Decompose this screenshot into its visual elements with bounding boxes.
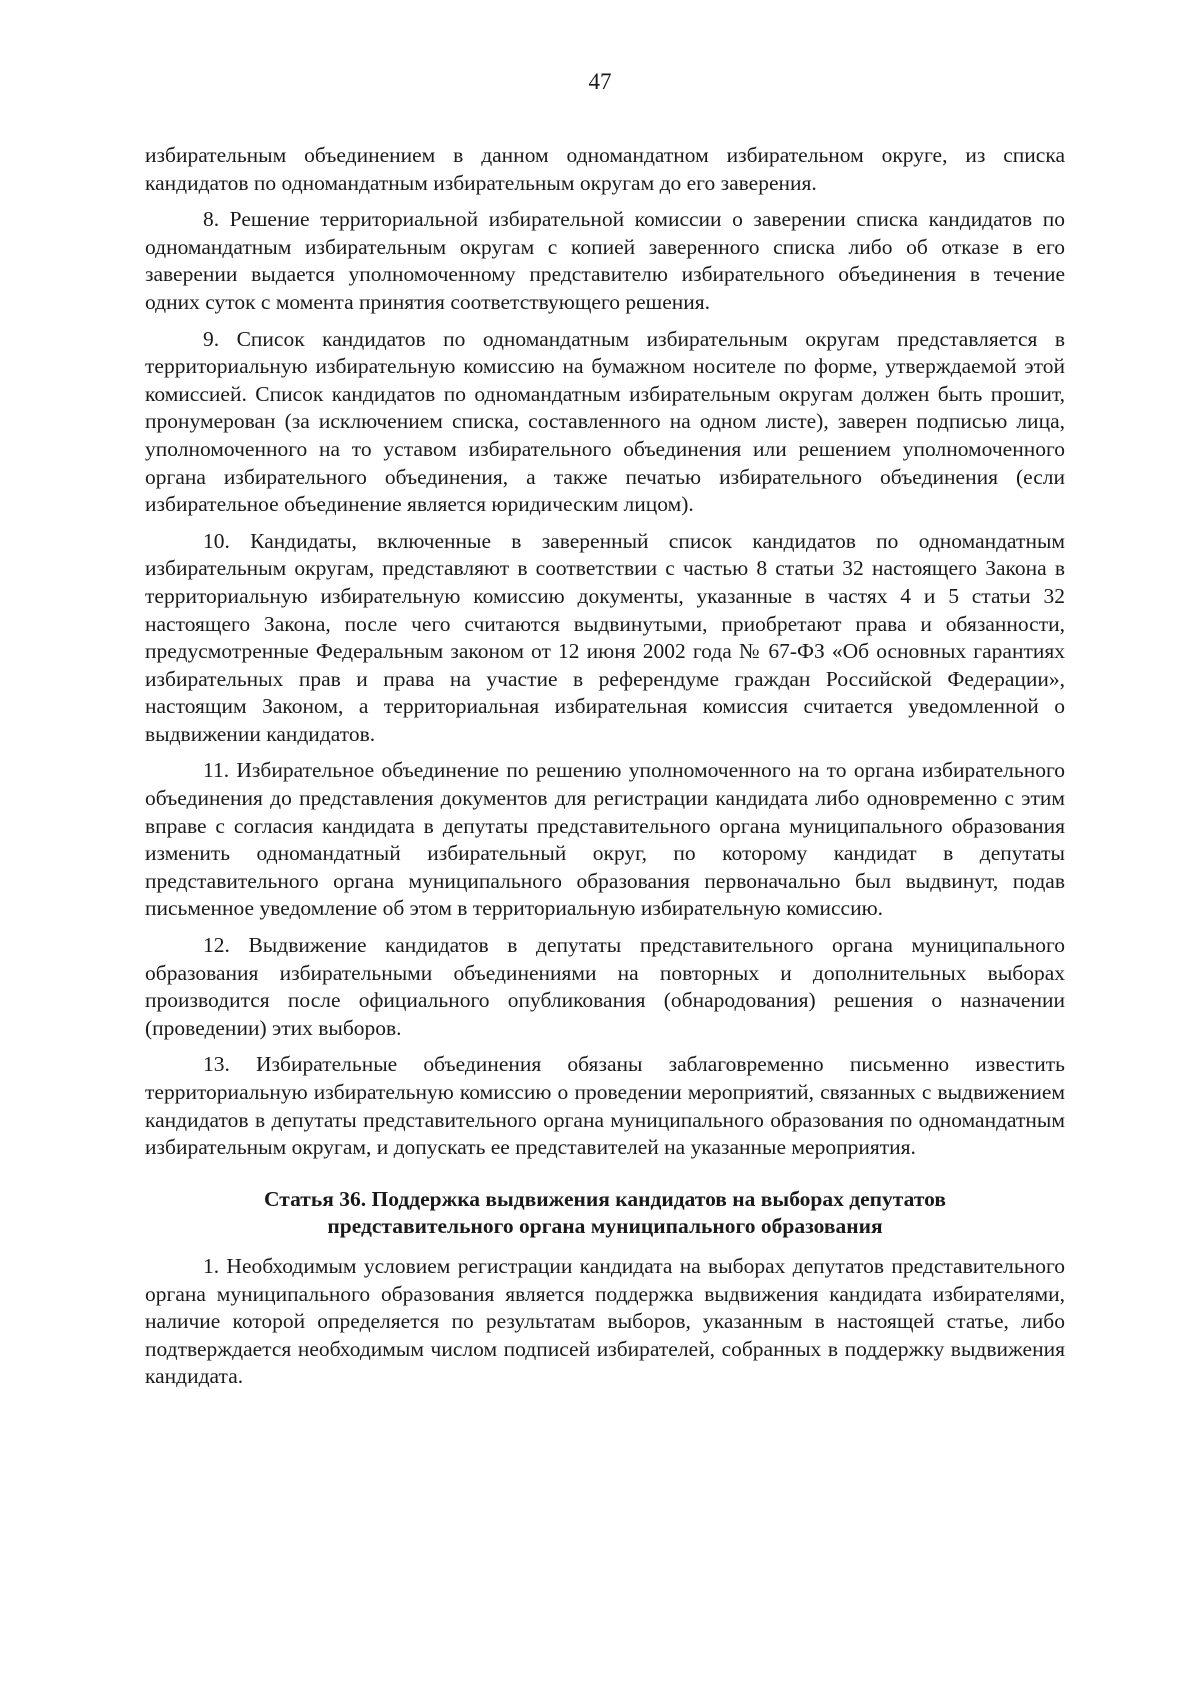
paragraph-item-10: 10. Кандидаты, включенные в заверенный список кандидатов по одномандатным избирательным округам, представляют в соответствии с частью 8 статьи 32 настоящего Закона в территориальную избирательную комиссию документы, указанные в частях 4 и 5 статьи 32 настоящего Закона, после чего считаются выдвинутыми, приобретают права и обязанности, предусмотренные Федеральным законом от 12 июня 2002 года № 67-ФЗ «Об основных гарантиях избирательных прав и права на участие в референдуме граждан Российской Федерации», настоящим Законом, а территориальная избирательная комиссия считается уведомленной о выдвижении кандидатов. bbox=[145, 528, 1065, 746]
article-heading-line-2: представительного органа муниципального образования bbox=[327, 1214, 883, 1239]
page-number: 47 bbox=[588, 69, 612, 94]
paragraph-item-11: 11. Избирательное объединение по решению уполномоченного на то органа избирательного объединения до представления документов для регистрации кандидата либо одновременно с этим вправе с согласия кандидата в депутаты представительного органа муниципального образования изменить одномандатный избирательный округ, по которому кандидат в депутаты представительного органа муниципального образования первоначально был выдвинут, подав письменное уведомление об этом в территориальную избирательную комиссию. bbox=[145, 758, 1065, 921]
article-heading bbox=[145, 1186, 1065, 1241]
article-heading-line-1: Статья 36. Поддержка выдвижения кандидатов на выборах депутатов bbox=[264, 1186, 946, 1211]
paragraph-continuation: избирательным объединением в данном одномандатном избирательном округе, из списка кандидатов по одномандатным избирательным округам до его заверения. bbox=[145, 143, 1065, 195]
article-paragraph-item-1: 1. Необходимым условием регистрации кандидата на выборах депутатов представительного органа муниципального образования является поддержка выдвижения кандидата избирателями, наличие которой определяется по результатам выборов, указанным в настоящей статье, либо подтверждается необходимым числом подписей избирателей, собранных в поддержку выдвижения кандидата. bbox=[145, 1253, 1065, 1389]
paragraph-item-13: 13. Избирательные объединения обязаны заблаговременно письменно известить территориальную избирательную комиссию о проведении мероприятий, связанных с выдвижением кандидатов в депутаты представительного органа муниципального образования по одномандатным избирательным округам, и допускать ее представителей на указанные мероприятия. bbox=[145, 1052, 1065, 1160]
document-body bbox=[145, 142, 1065, 1400]
paragraph-item-8: 8. Решение территориальной избирательной комиссии о заверении списка кандидатов по одномандатным избирательным округам с копией заверенного списка либо об отказе в его заверении выдается уполномоченному представителю избирательного объединения в течение одних суток с момента принятия соответствующего решения. bbox=[145, 207, 1065, 314]
paragraph-item-12: 12. Выдвижение кандидатов в депутаты представительного органа муниципального образования избирательными объединениями на повторных и дополнительных выборах производится после официального опубликования (обнародования) решения о назначении (проведении) этих выборов. bbox=[145, 933, 1065, 1040]
paragraph-item-9: 9. Список кандидатов по одномандатным избирательным округам представляется в территориальную избирательную комиссию на бумажном носителе по форме, утверждаемой этой комиссией. Список кандидатов по одномандатным избирательным округам должен быть прошит, пронумерован (за исключением списка, составленного на одном листе), заверен подписью лица, уполномоченного на то уставом избирательного объединения или решением уполномоченного органа избирательного объединения, а также печатью избирательного объединения (если избирательное объединение является юридическим лицом). bbox=[145, 326, 1065, 517]
